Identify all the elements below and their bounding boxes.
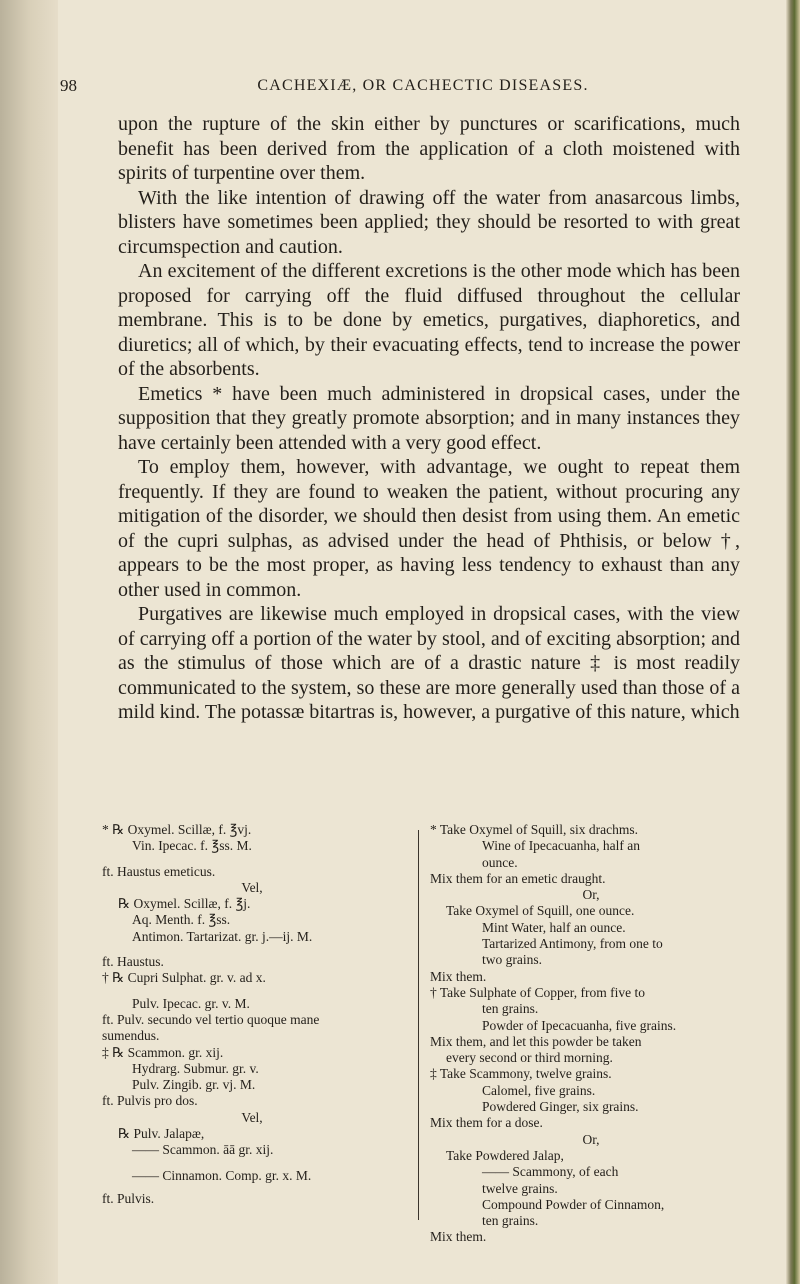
footnote-line: every second or third morning. [446,1050,613,1066]
main-text [118,112,740,725]
paragraph: Purgatives are likewise much employed in dropsical cases, with the view of carrying off a portion of the water by stool, and of exciting absorption; and as the stimulus of those which are of a drastic nature ‡ is most readily communicated to the system, so these are more generally used than those of a mild kind. The potassæ bitartras is, however, a purgative of this nature, which [118,603,740,723]
footnote-line: ounce. [482,854,518,870]
footnote-line: Or, [582,1131,600,1147]
footnote-line: * ℞ Oxymel. Scillæ, f. ℥vj. [102,822,252,837]
footnote-line: Hydrarg. Submur. gr. v. [132,1060,259,1076]
paragraph: To employ them, however, with advantage, we ought to repeat them frequently. If they are found to weaken the patient, without procuring any mitigation of the disorder, we should then desist from using them. An emetic of the cupri sulphas, as advised under the head of Phthisis, or below †, appears to be the most proper, as having less tendency to exhaust than any other used in common. [118,456,740,601]
footnote-line: —— Scammony, of each [482,1164,619,1180]
footnote-line: twelve grains. [482,1180,558,1196]
footnote-line: Pulv. Zingib. gr. vj. M. [132,1077,256,1093]
paragraph: With the like intention of drawing off the water from anasarcous limbs, blisters have sometimes been applied; they should be resorted to with great circumspection and caution. [118,186,740,258]
footnotes [102,822,752,1245]
paragraph: Emetics * have been much administered in dropsical cases, under the supposition that they greatly promote absorption; and in many instances they have certainly been attended with a very good effect. [118,382,740,454]
footnote-line: Aq. Menth. f. ℥ss. [132,912,231,928]
footnote-line: Powder of Ipecacuanha, five grains. [482,1017,677,1033]
footnote-line: ‡ ℞ Scammon. gr. xij. [102,1044,224,1060]
footnote-line: ten grains. [482,1001,539,1017]
footnote-line: Mix them, and let this powder be taken [430,1033,642,1049]
book-binding-edge [786,0,800,1284]
footnote-line: Mix them. [430,1229,487,1245]
footnote-line: ft. Pulvis. [102,1190,155,1206]
footnote-line: Compound Powder of Cinnamon, [482,1196,665,1212]
footnote-line: ‡ Take Scammony, twelve grains. [430,1066,612,1082]
running-head [60,76,786,98]
footnotes-english-column [430,822,752,1246]
footnote-line: Wine of Ipecacuanha, half an [482,838,640,854]
footnote-line: ft. Pulv. secundo vel tertio quoque mane [102,1011,320,1027]
footnote-line: ft. Pulvis pro dos. [102,1093,198,1109]
footnote-line: Calomel, five grains. [482,1082,596,1098]
footnote-line: ℞ Pulv. Jalapæ, [118,1126,205,1142]
paragraph: upon the rupture of the skin either by punctures or scarifications, much benefit has been derived from the application of a cloth moistened with spirits of turpentine over them. [118,113,740,184]
footnote-line: ℞ Oxymel. Scillæ, f. ℥j. [118,896,251,912]
paragraph: An excitement of the different excretions is the other mode which has been proposed for carrying off the fluid diffused throughout the cellular membrane. This is to be done by emetics, purgatives, diaphoretics, and diuretics; all of which, by their evacuating effects, tend to increase the power of the absorbents. [118,260,740,380]
column-divider [418,830,419,1220]
book-page [60,0,786,1284]
footnote-line: ten grains. [482,1213,539,1229]
footnote-line: † ℞ Cupri Sulphat. gr. v. ad x. [102,970,266,986]
footnote-line: Mix them for an emetic draught. [430,870,606,886]
footnote-line: Take Oxymel of Squill, one ounce. [446,903,635,919]
footnote-line: two grains. [482,952,542,968]
footnote-line: † Take Sulphate of Copper, from five to [430,984,645,1000]
footnote-line: * Take Oxymel of Squill, six drachms. [430,822,639,837]
footnote-line: Or, [582,887,600,903]
footnote-line: Mix them for a dose. [430,1115,543,1131]
footnote-line: Tartarized Antimony, from one to [482,936,663,952]
footnotes-latin-column [102,822,402,1207]
footnote-line: Vel, [241,1109,263,1125]
footnote-line: Pulv. Ipecac. gr. v. M. [132,995,250,1011]
footnote-line: sumendus. [102,1028,160,1044]
footnote-line: —— Cinnamon. Comp. gr. x. M. [132,1167,312,1183]
footnote-line: ft. Haustus emeticus. [102,863,216,879]
footnote-line: Take Powdered Jalap, [446,1147,564,1163]
footnote-line: Vin. Ipecac. f. ℥ss. M. [132,838,252,854]
footnote-line: Vel, [241,879,263,895]
page-gutter-shadow [0,0,58,1284]
footnote-line: Mix them. [430,968,487,984]
footnote-line: Mint Water, half an ounce. [482,919,626,935]
page-number: 98 [60,76,77,95]
footnote-line: ft. Haustus. [102,954,164,970]
footnote-line: —— Scammon. āā gr. xij. [132,1142,274,1158]
footnote-line: Powdered Ginger, six grains. [482,1099,639,1115]
footnote-line: Antimon. Tartarizat. gr. j.—ij. M. [132,928,313,944]
chapter-title: CACHEXIÆ, OR CACHECTIC DISEASES. [257,77,589,94]
